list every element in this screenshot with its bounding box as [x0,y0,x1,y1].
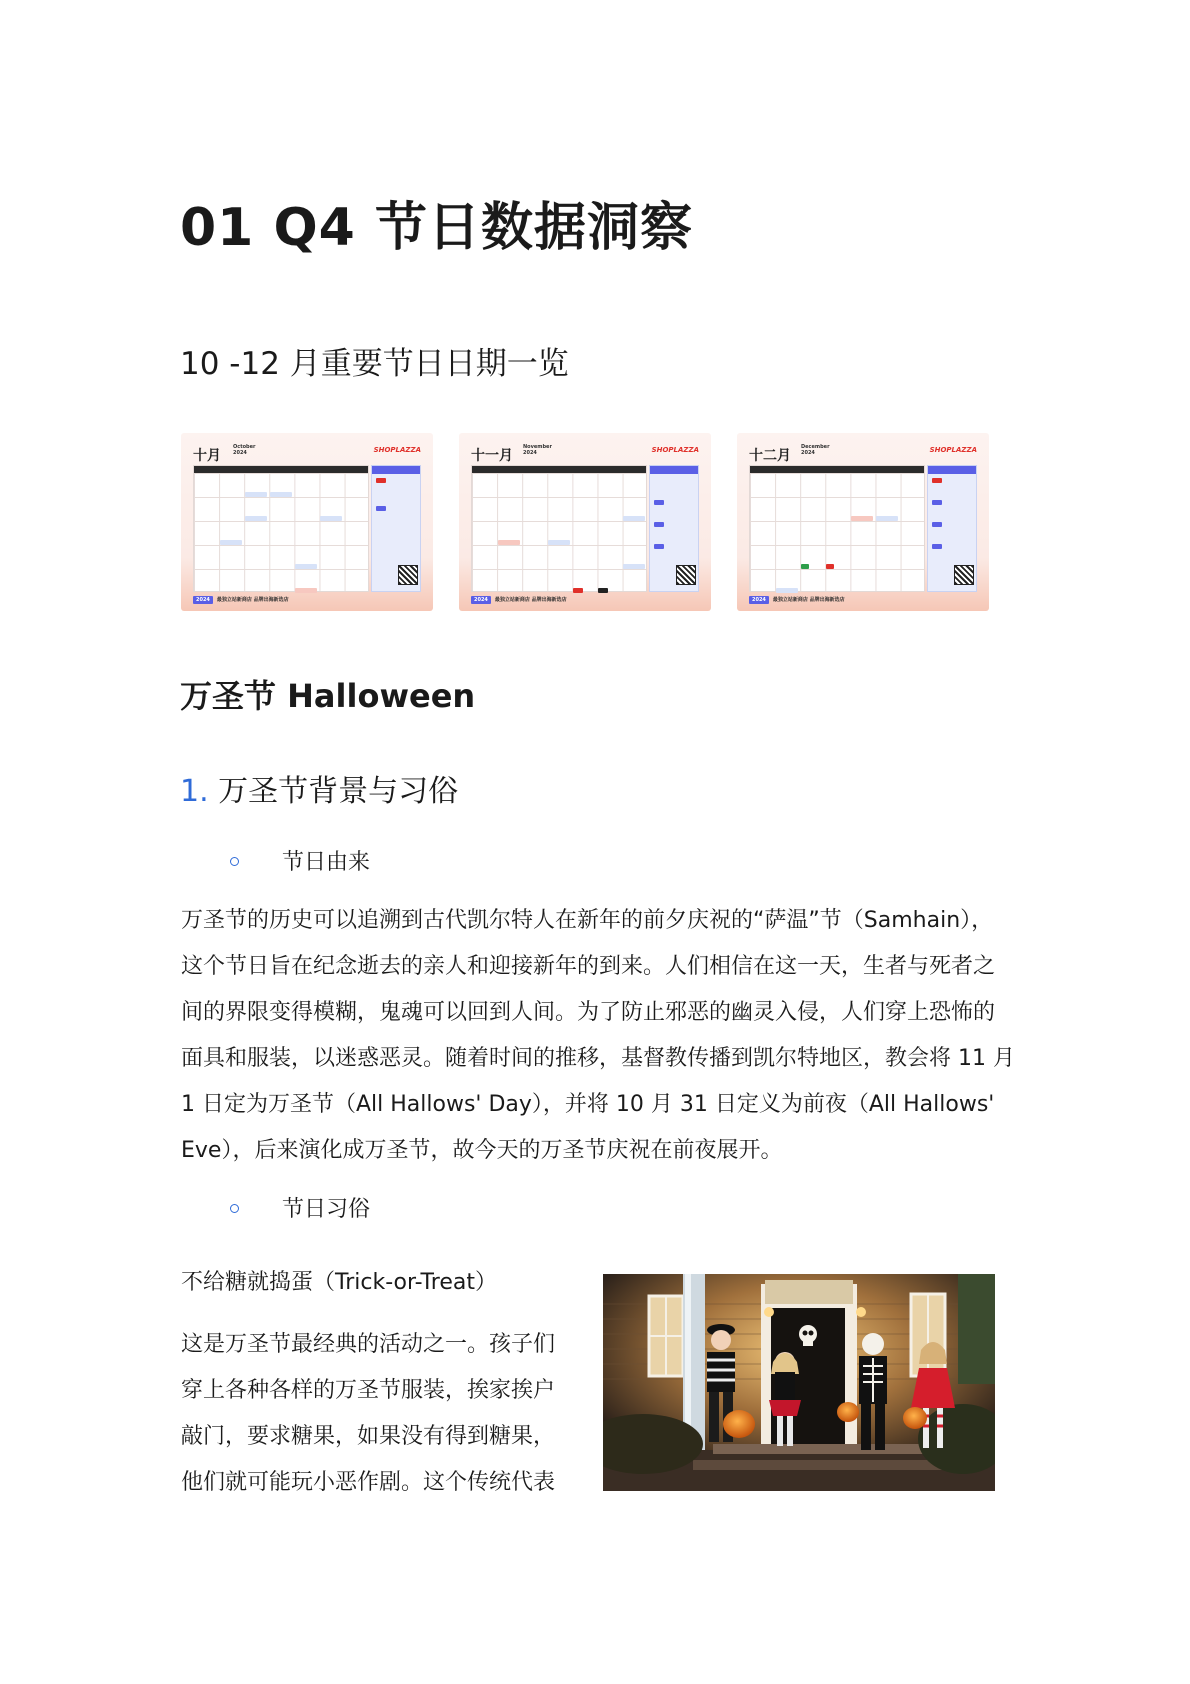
paragraph-line: 面具和服装，以迷惑恶灵。随着时间的推移，基督教传播到凯尔特地区，教会将 11 月 [181,1046,1015,1071]
calendar-sidebar [371,465,421,592]
section-1-number: 1. [180,774,209,809]
trick-paragraph [181,1322,555,1506]
calendar-sidebar [927,465,977,592]
calendar-footer: 2024 最独立站新商店 品牌出海新选店 [471,596,567,603]
section-1-heading [180,770,458,814]
calendar-month-en: October 2024 [233,444,256,456]
paragraph-line: 这个节日旨在纪念逝去的亲人和迎接新年的到来。人们相信在这一天，生者与死者之 [181,954,996,979]
paragraph-line: 敲门，要求糖果，如果没有得到糖果， [181,1424,556,1449]
section-1-title: 万圣节背景与习俗 [218,774,459,809]
qr-code-icon [954,565,974,585]
page-title: 01 Q4 节日数据洞察 [180,198,693,258]
qr-code-icon [676,565,696,585]
section-dates-heading: 10 -12 月重要节日日期一览 [180,346,569,382]
calendar-footer: 2024 最独立站新商店 品牌出海新选店 [193,596,289,603]
bullet-origin-label: 节日由来 [282,850,371,875]
bullet-circle-icon [230,1204,239,1213]
bullet-circle-icon [230,857,239,866]
paragraph-line: 万圣节的历史可以追溯到古代凯尔特人在新年的前夕庆祝的“萨温”节（Samhain）， [181,908,994,933]
calendar-month-cn: 十二月 [749,448,791,464]
calendar-month-en: November 2024 [523,444,552,456]
calendar-footer: 2024 最独立站新商店 品牌出海新选店 [749,596,845,603]
calendar-month-en: December 2024 [801,444,830,456]
bullet-customs-label: 节日习俗 [282,1197,371,1222]
paragraph-line: 1 日定为万圣节（All Hallows' Day），并将 10 月 31 日定义为前夜（All Hallows' [181,1092,995,1117]
halloween-heading: 万圣节 Halloween [180,677,476,715]
brand-logo: SHOPLAZZA [651,446,699,454]
calendar-grid [193,465,369,592]
calendar-november-image [459,433,711,611]
qr-code-icon [398,565,418,585]
calendar-month-cn: 十月 [193,448,221,464]
paragraph-line: 这是万圣节最经典的活动之一。孩子们 [181,1332,556,1357]
calendar-grid [749,465,925,592]
calendar-october-image [181,433,433,611]
trick-title: 不给糖就捣蛋（Trick-or-Treat） [181,1270,497,1295]
calendar-grid [471,465,647,592]
paragraph-line: Eve），后来演化成万圣节，故今天的万圣节庆祝在前夜展开。 [181,1138,783,1163]
paragraph-line: 他们就可能玩小恶作剧。这个传统代表 [181,1470,556,1495]
calendar-december-image [737,433,989,611]
origin-paragraph [181,898,1015,1174]
calendar-month-cn: 十一月 [471,448,513,464]
brand-logo: SHOPLAZZA [929,446,977,454]
trick-or-treat-photo [603,1274,995,1491]
brand-logo: SHOPLAZZA [373,446,421,454]
paragraph-line: 穿上各种各样的万圣节服装，挨家挨户 [181,1378,556,1403]
calendar-sidebar [649,465,699,592]
paragraph-line: 间的界限变得模糊，鬼魂可以回到人间。为了防止邪恶的幽灵入侵，人们穿上恐怖的 [181,1000,996,1025]
